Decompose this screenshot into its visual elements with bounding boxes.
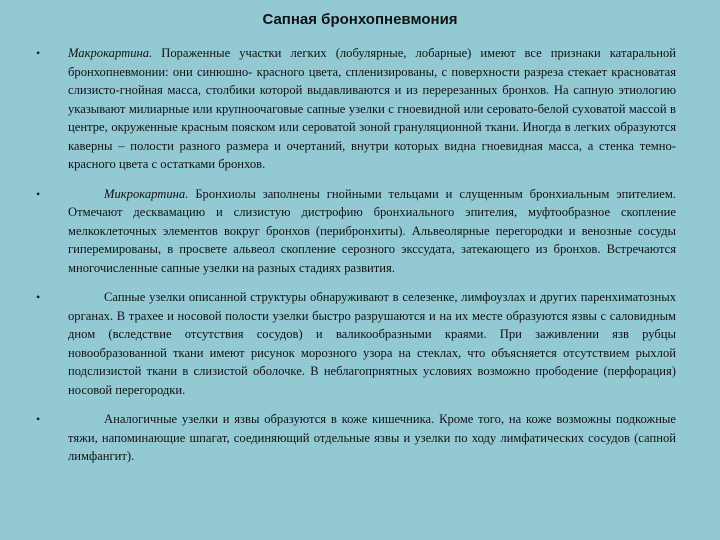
paragraph-lead: Макрокартина. [68,46,153,60]
bullet-marker: • [36,46,41,60]
paragraph-skin [36,410,676,466]
paragraph-text: Аналогичные узелки и язвы образуются в коже кишечника. Кроме того, на коже возможны подкожные тяжи, напоминающие шпагат, соединяющий отдельные язвы и узелки по ходу лимфатических сосудов (сапной лимфангит). [68,412,676,463]
bullet-marker: • [36,412,41,426]
bullet-marker: • [36,186,41,201]
paragraph-text: Пораженные участки легких (лобулярные, лобарные) имеют все признаки катаральной бронхопневмонии: они синюшно- красного цвета, спленизированы, с поверхности разреза стекает красноватая слизисто-гнойная масса, столбики которой выдавливаются и из перерезанных бронхов. На сапную этиологию указывают милиарные или крупноочаговые сапные узелки с гноевидной или серовато-белой суховатой массой в центре, окруженные красным пояском или сероватой зоной грануляционной ткани. Иногда в легких образуются каверны – полости разного размера и очертаний, внутри которых видна гноевидная масса, а стенка темно-красного цвета с остатками бронхов. [68,46,676,171]
paragraph-text: Бронхиолы заполнены гнойными тельцами и слущенным бронхиальным эпителием. Отмечают десквамацию и слизистую дистрофию бронхиального эпителия, муфтообразное скопление мелкоклеточных элементов вокруг бронхов (перибронхиты). Альвеолярные перегородки и венозные сосуды гиперемированы, в просвете альвеол скопление серозного экссудата, затекающего из бронхов. Встречаются многочисленные сапные узелки на разных стадиях развития. [68,186,676,275]
paragraph-nodules [36,288,676,399]
bullet-marker: • [36,290,41,304]
paragraph-macro [36,44,676,174]
paragraph-text: Сапные узелки описанной структуры обнаруживают в селезенке, лимфоузлах и других паренхиматозных органах. В трахее и носовой полости узелки быстро разрушаются и на их месте образуются язвы с саловидным дном (вследствие отсутствия сосудов) и валикообразными краями. При заживлении язв рубцы новообразованной ткани имеют рисунок морозного узора на стеклах, что объясняется отсутствием рыхлой подслизистой ткани в слизистой оболочке. В неблагоприятных условиях возможно прободение (перфорация) носовой перегородки. [68,290,676,397]
slide-title: Сапная бронхопневмония [262,11,458,28]
paragraph-lead: Микрокартина. [104,186,189,201]
paragraph-micro [36,185,676,278]
slide-body [36,44,676,477]
